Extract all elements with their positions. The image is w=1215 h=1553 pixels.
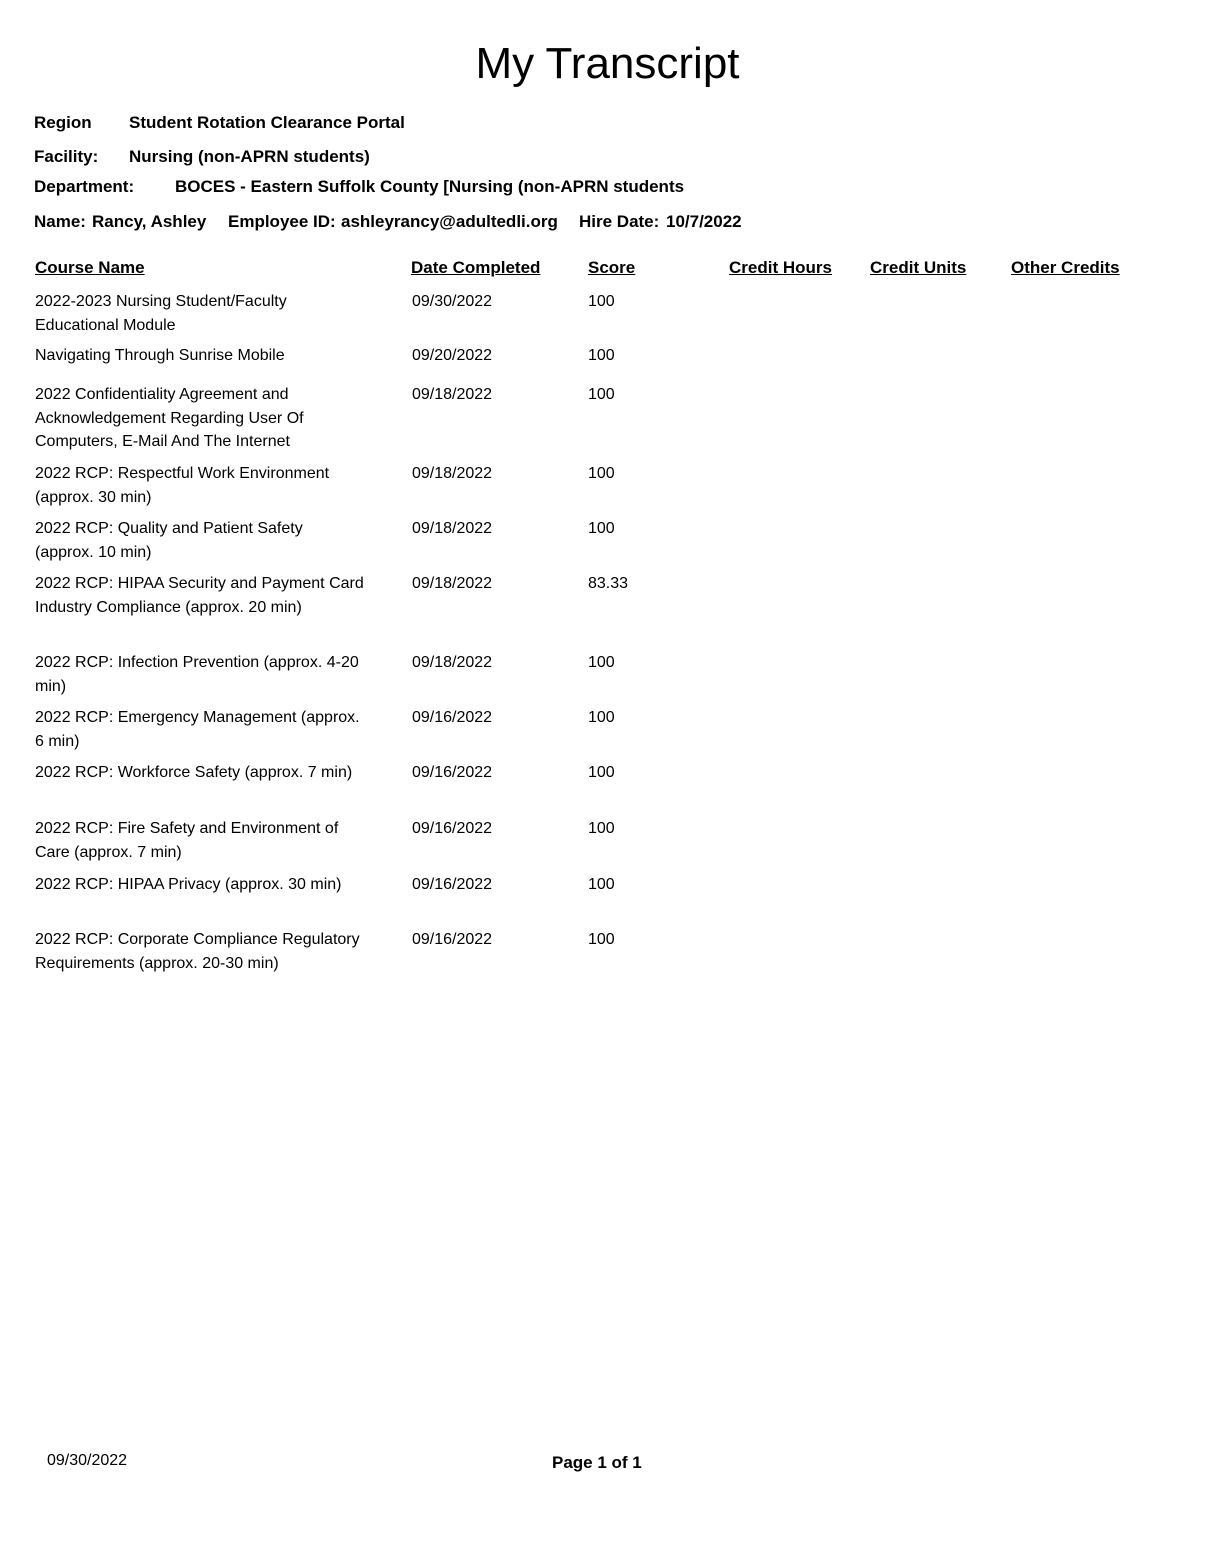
score: 100	[588, 347, 615, 364]
date-completed: 09/18/2022	[412, 386, 493, 403]
footer-date: 09/30/2022	[47, 1452, 128, 1469]
score: 100	[588, 764, 615, 781]
score: 100	[588, 654, 615, 671]
course-name: 2022 RCP: Fire Safety and Environment of Care (approx. 7 min)	[35, 820, 339, 861]
region-label: Region	[34, 113, 92, 132]
course-name: 2022 RCP: Respectful Work Environment (approx. 30 min)	[35, 465, 330, 506]
score: 100	[588, 709, 615, 726]
date-completed: 09/18/2022	[412, 465, 493, 482]
region-line	[34, 113, 434, 133]
date-completed: 09/18/2022	[412, 654, 493, 671]
employee-line	[34, 212, 934, 232]
course-name: 2022 RCP: Corporate Compliance Regulatory Requirements (approx. 20-30 min)	[35, 931, 360, 972]
course-name: 2022 RCP: Quality and Patient Safety (approx. 10 min)	[35, 520, 303, 561]
course-name: Navigating Through Sunrise Mobile	[35, 347, 285, 364]
date-completed: 09/30/2022	[412, 293, 493, 310]
date-completed: 09/18/2022	[412, 520, 493, 537]
department-line	[34, 177, 834, 197]
date-completed: 09/20/2022	[412, 347, 493, 364]
course-name: 2022 RCP: HIPAA Privacy (approx. 30 min)	[35, 876, 342, 893]
date-completed: 09/16/2022	[412, 764, 493, 781]
facility-line	[34, 147, 534, 167]
course-name: 2022 RCP: Emergency Management (approx. 6 min)	[35, 709, 360, 750]
column-header-other-credits: Other Credits	[1011, 258, 1120, 277]
score: 100	[588, 820, 615, 837]
date-completed: 09/16/2022	[412, 931, 493, 948]
score: 83.33	[588, 575, 629, 592]
score: 100	[588, 465, 615, 482]
facility-label: Facility:	[34, 147, 99, 166]
employee-id-value: ashleyrancy@adultedli.org	[341, 212, 558, 231]
facility-value: Nursing (non-APRN students)	[129, 147, 370, 166]
course-name: 2022 RCP: Infection Prevention (approx. 4-20 min)	[35, 654, 359, 695]
page-number: Page 1 of 1	[552, 1453, 642, 1472]
date-completed: 09/18/2022	[412, 575, 493, 592]
column-header-score: Score	[588, 258, 636, 277]
score: 100	[588, 876, 615, 893]
name-value: Rancy, Ashley	[92, 212, 207, 231]
column-header-course-name: Course Name	[35, 258, 145, 277]
course-name: 2022 Confidentiality Agreement and Acknowledgement Regarding User Of Computers, E-Mail And The Internet	[35, 386, 304, 450]
score: 100	[588, 293, 615, 310]
date-completed: 09/16/2022	[412, 876, 493, 893]
page-title: My Transcript	[475, 39, 740, 88]
department-value: BOCES - Eastern Suffolk County [Nursing (non-APRN students	[175, 177, 685, 196]
column-header-credit-units: Credit Units	[870, 258, 967, 277]
column-header-date-completed: Date Completed	[411, 258, 541, 277]
department-label: Department:	[34, 177, 135, 196]
date-completed: 09/16/2022	[412, 820, 493, 837]
score: 100	[588, 386, 615, 403]
course-name: 2022 RCP: HIPAA Security and Payment Card Industry Compliance (approx. 20 min)	[35, 575, 364, 616]
employee-id-label: Employee ID:	[228, 212, 336, 231]
hire-date-value: 10/7/2022	[666, 212, 742, 231]
hire-date-label: Hire Date:	[579, 212, 660, 231]
score: 100	[588, 520, 615, 537]
course-name: 2022-2023 Nursing Student/Faculty Educational Module	[35, 293, 287, 334]
course-name: 2022 RCP: Workforce Safety (approx. 7 min)	[35, 764, 353, 781]
date-completed: 09/16/2022	[412, 709, 493, 726]
name-label: Name:	[34, 212, 86, 231]
column-header-credit-hours: Credit Hours	[729, 258, 832, 277]
region-value: Student Rotation Clearance Portal	[129, 113, 405, 132]
score: 100	[588, 931, 615, 948]
